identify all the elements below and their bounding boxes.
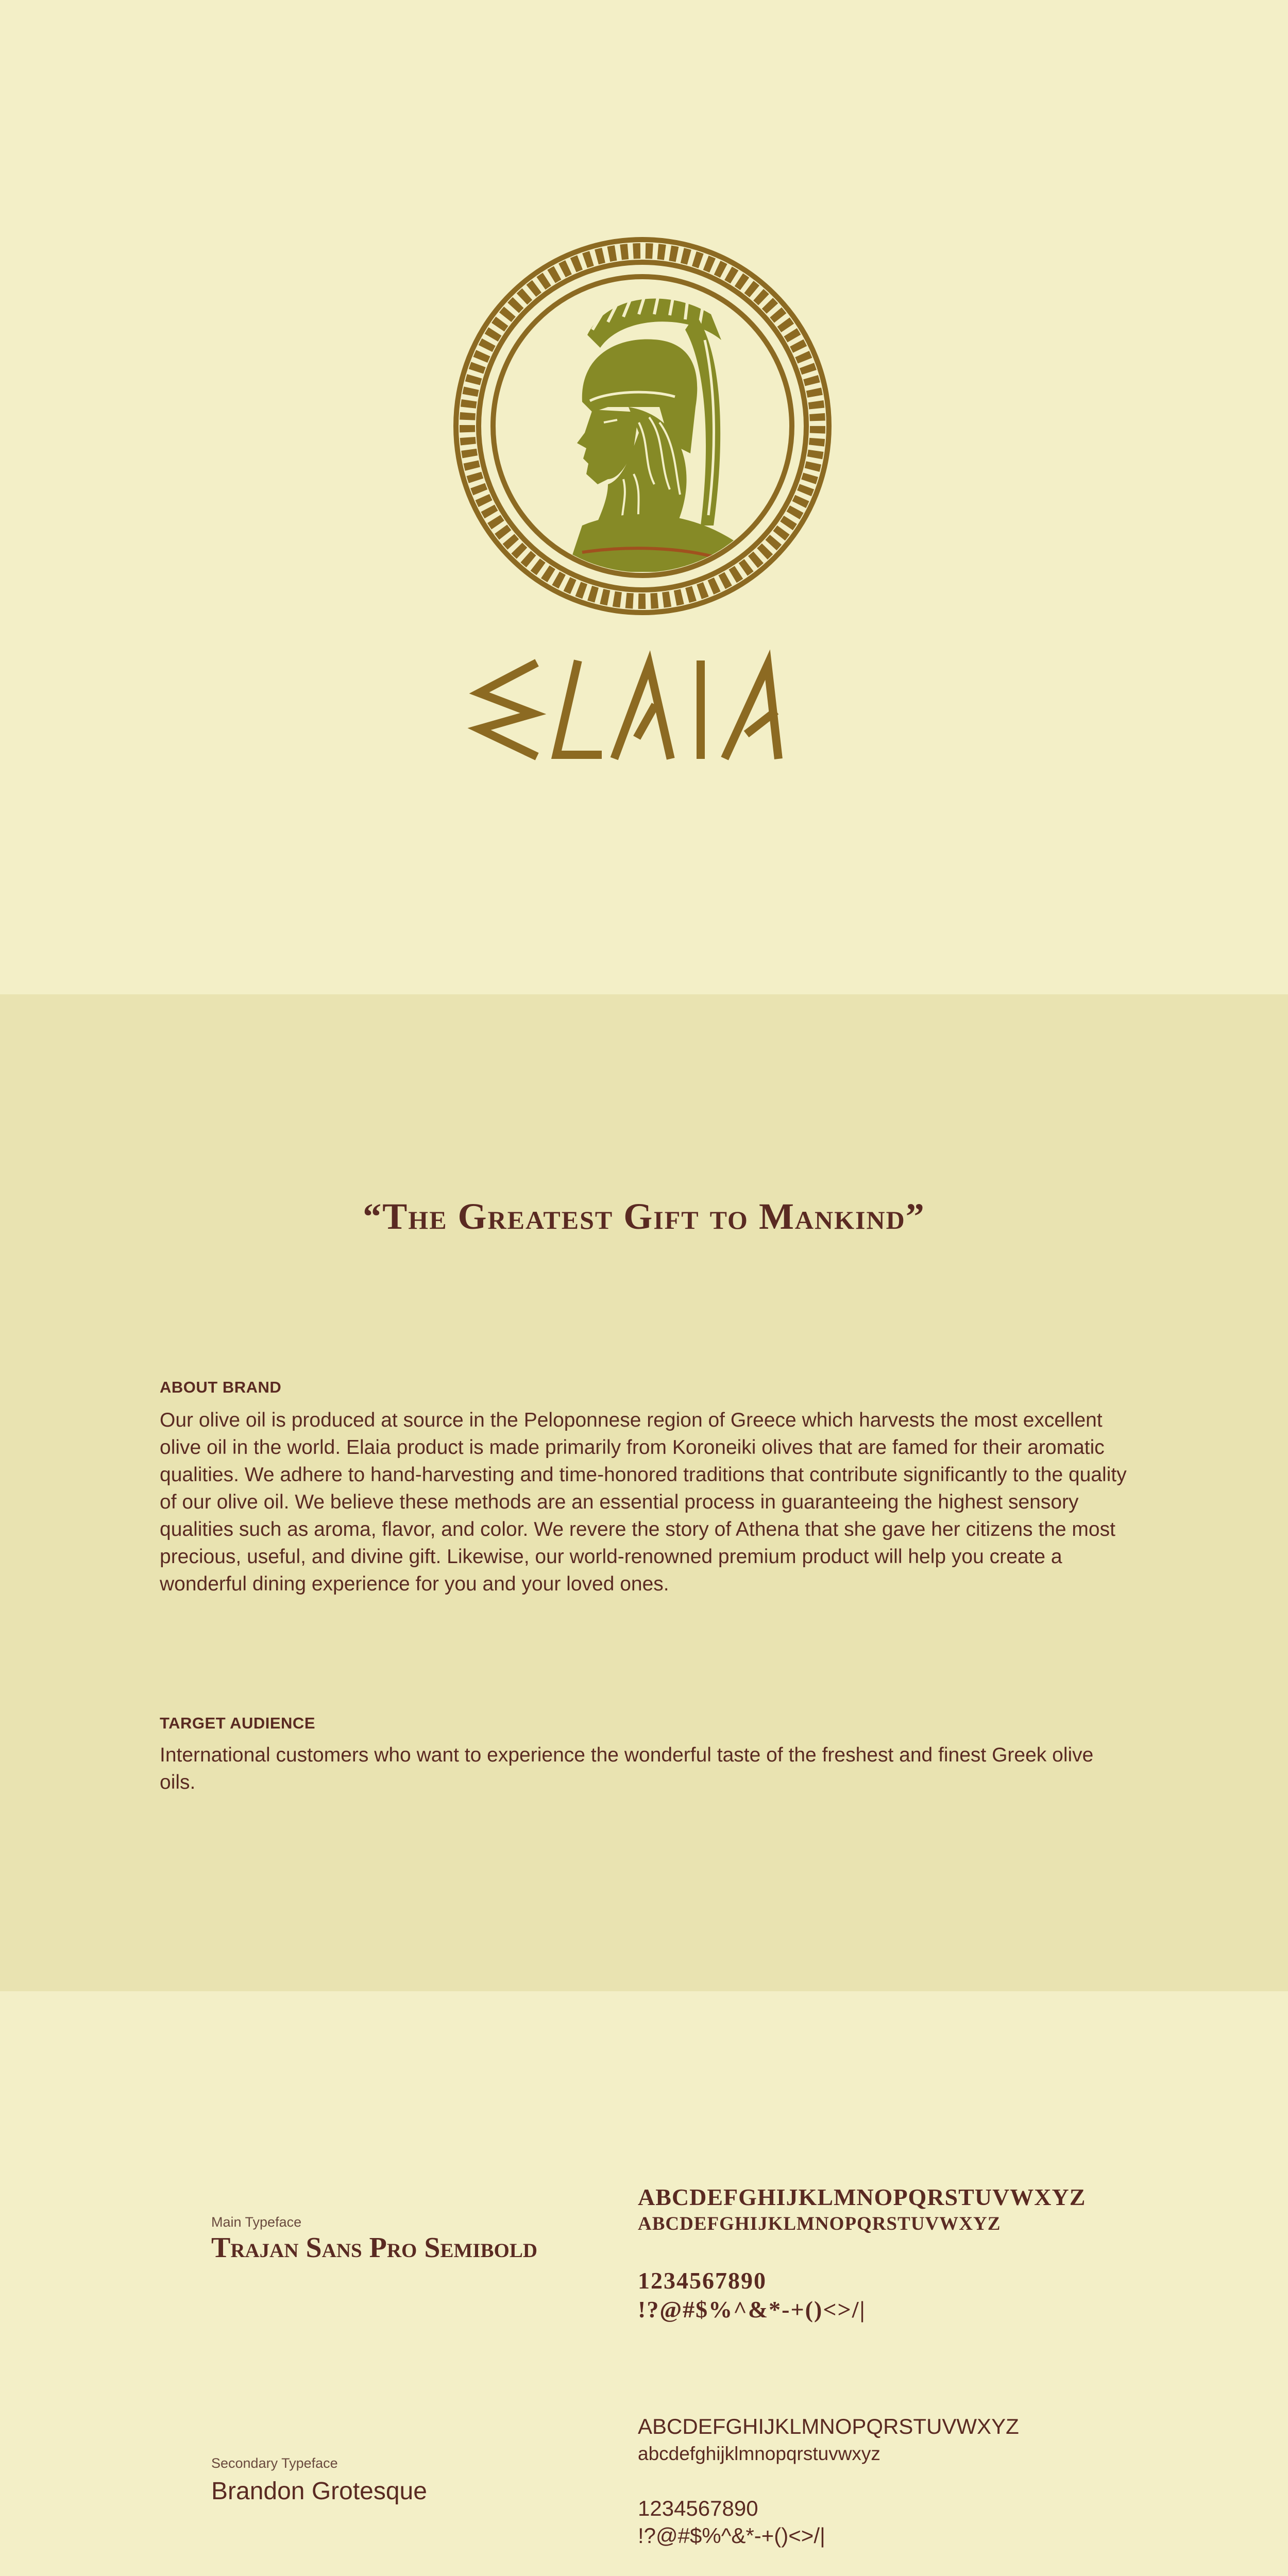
athena-helmet-medallion-icon <box>453 237 832 616</box>
secondary-typeface-name: Brandon Grotesque <box>211 2478 427 2505</box>
secondary-typeface-caption: Secondary Typeface <box>211 2455 338 2471</box>
about-brand-label: ABOUT BRAND <box>160 1378 282 1396</box>
main-typeface-caption: Main Typeface <box>211 2214 302 2230</box>
logo-section <box>0 0 1288 994</box>
main-smallcaps-specimen: ABCDEFGHIJKLMNOPQRSTUVWXYZ <box>638 2213 1001 2234</box>
main-symbols-specimen: !?@#$%^&*-+()<>/| <box>638 2296 866 2323</box>
secondary-digits-specimen: 1234567890 <box>638 2496 758 2520</box>
wordmark-text: ELAIA <box>469 650 493 659</box>
about-brand-text: Our olive oil is produced at source in the Peloponnese region of Greece which harvests the most excellent olive oil in the world. Elaia product is made primarily from Koroneiki olives that are famed for their aromatic qualities. We adhere to hand-harvesting and time-honored traditions that contribute significantly to the quality of our olive oil. We believe these methods are an essential process in guaranteeing the highest sensory qualities such as aroma, flavor, and color. We revere the story of Athena that she gave her citizens the most precious, useful, and divine gift. Likewise, our world-renowned premium product will help you create a wonderful dining experience for you and your loved ones. <box>160 1409 1127 1595</box>
tagline: “The Greatest Gift to Mankind” <box>363 1196 925 1237</box>
main-uppercase-specimen: ABCDEFGHIJKLMNOPQRSTUVWXYZ <box>638 2184 1086 2210</box>
secondary-uppercase-specimen: ABCDEFGHIJKLMNOPQRSTUVWXYZ <box>638 2414 1019 2438</box>
main-typeface-name: Trajan Sans Pro Semibold <box>211 2232 538 2264</box>
main-digits-specimen: 1234567890 <box>638 2267 767 2294</box>
secondary-symbols-specimen: !?@#$%^&*-+()<>/| <box>638 2523 825 2548</box>
target-audience-label: TARGET AUDIENCE <box>160 1714 315 1732</box>
secondary-lowercase-specimen: abcdefghijklmnopqrstuvwxyz <box>638 2443 880 2464</box>
elaia-wordmark <box>469 650 819 760</box>
target-audience-text: International customers who want to experience the wonderful taste of the freshest and finest Greek olive oils. <box>160 1744 1094 1793</box>
